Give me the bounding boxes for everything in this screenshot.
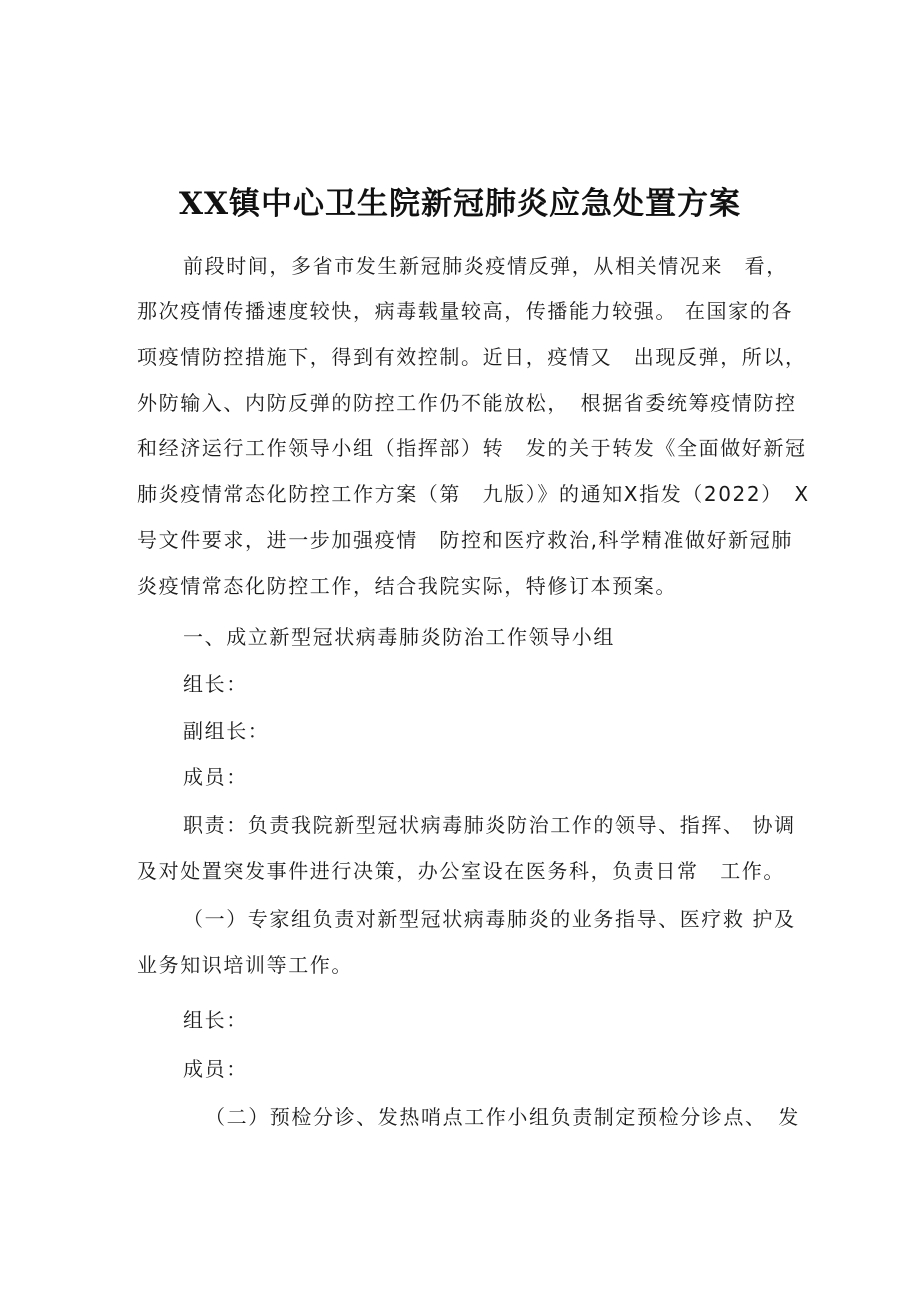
duties-line: 职责：负责我院新型冠状病毒肺炎防治工作的领导、指挥、 协调	[183, 813, 796, 837]
paragraph-line: 炎疫情常态化防控工作，结合我院实际，特修订本预案。	[137, 574, 677, 598]
role-label-leader: 组长：	[183, 1008, 248, 1032]
section-heading: 一、成立新型冠状病毒肺炎防治工作领导小组	[183, 625, 615, 649]
paragraph-line: 前段时间，多省市发生新冠肺炎疫情反弹，从相关情况来 看，	[183, 254, 788, 278]
paragraph-line: 肺炎疫情常态化防控工作方案（第 九版）》的通知X指发（2022） X	[137, 482, 810, 506]
role-label-deputy-leader: 副组长：	[183, 719, 270, 743]
subsection-triage-group-line: （二）预检分诊、发热哨点工作小组负责制定预检分诊点、 发	[205, 1105, 800, 1129]
paragraph-line: 那次疫情传播速度较快，病毒载量较高，传播能力较强。 在国家的各	[137, 299, 793, 323]
document-title: XX镇中心卫生院新冠肺炎应急处置方案	[178, 186, 742, 222]
role-label-leader: 组长：	[183, 672, 248, 696]
subsection-expert-group-line: 业务知识培训等工作。	[137, 953, 353, 977]
duties-line: 及对处置突发事件进行决策，办公室设在医务科，负责日常 工作。	[137, 859, 785, 883]
role-label-members: 成员：	[183, 1057, 248, 1081]
paragraph-line: 外防输入、内防反弹的防控工作仍不能放松， 根据省委统筹疫情防控	[137, 391, 797, 415]
role-label-members: 成员：	[183, 765, 248, 789]
subsection-expert-group-line: （一）专家组负责对新型冠状病毒肺炎的业务指导、医疗救 护及	[183, 907, 796, 931]
paragraph-line: 和经济运行工作领导小组（指挥部）转 发的关于转发《全面做好新冠	[137, 436, 807, 460]
paragraph-line: 号文件要求，进一步加强疫情 防控和医疗救治,科学精准做好新冠肺	[137, 528, 793, 552]
paragraph-line: 项疫情防控措施下，得到有效控制。近日，疫情又 出现反弹，所以，	[137, 345, 807, 369]
